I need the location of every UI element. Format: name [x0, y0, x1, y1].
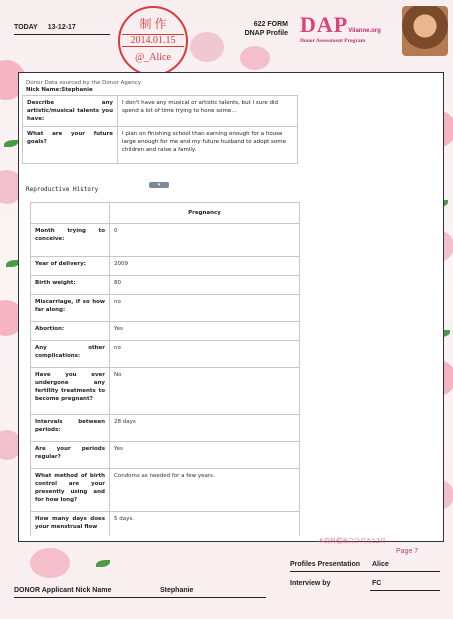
today-value: 13-12-17 [47, 24, 76, 31]
row-value: no [110, 295, 300, 322]
applicant-underline [14, 597, 266, 598]
interview-value: FC [372, 580, 382, 587]
table-row [31, 276, 300, 295]
empty-header [31, 203, 110, 224]
form-title [232, 20, 288, 38]
leaf-decoration [96, 560, 110, 567]
table-row [31, 368, 300, 415]
table-row [31, 442, 300, 469]
profiles-presentation-label: Profiles Presentation [290, 561, 361, 568]
row-value: Condoms as needed for a few years. [110, 469, 300, 512]
table-row [31, 322, 300, 341]
row-value: Yes [110, 322, 300, 341]
row-label: Abortion: [31, 322, 110, 341]
row-value: 80 [110, 276, 300, 295]
flower-decoration [30, 548, 70, 578]
form-number: 622 FORM [253, 21, 288, 28]
question-answer: I plan on finishing school than earning enough for a house large enough for me and my future husband to adopt some children and raise a family. [118, 127, 298, 164]
reproductive-history-title: Reproductive History [26, 186, 99, 193]
table-row [23, 96, 298, 127]
pregnancy-header: Pregnancy [110, 203, 300, 224]
flower-decoration [190, 32, 224, 62]
sourced-line: Donor Data sourced by the Donor Agency [26, 80, 141, 86]
expand-toggle[interactable]: ▾ [149, 182, 169, 188]
reproductive-table [30, 202, 300, 536]
row-label: Have you ever undergone any fertility treatments to become pregnant? [31, 368, 110, 415]
row-value: 2009 [110, 257, 300, 276]
stamp-line1: 制 作 [139, 17, 167, 31]
row-value: No [110, 368, 300, 415]
row-value: no [110, 341, 300, 368]
row-label: How many days does your menstrual flow [31, 512, 110, 537]
table-row [31, 257, 300, 276]
today-label: TODAY [14, 24, 38, 31]
stamp-date: 2014.01.15 [122, 34, 184, 47]
row-label: Birth weight: [31, 276, 110, 295]
question-label: What are your future goals? [23, 127, 118, 164]
interview-label: Interview by [290, 580, 331, 587]
question-label: Describe any artistic/musical talents you have: [23, 96, 118, 127]
stamp-author: @_Alice [135, 52, 171, 63]
row-value: 0 [110, 224, 300, 257]
table-row [23, 127, 298, 164]
table-row [31, 295, 300, 322]
interview-underline [370, 590, 440, 591]
presentation-underline [290, 571, 440, 572]
table-row [31, 512, 300, 537]
row-label: What method of birth control are your presently using and for how long? [31, 469, 110, 512]
page-number: Page 7 [396, 548, 419, 555]
row-value: 28 days [110, 415, 300, 442]
dap-logo [300, 12, 381, 38]
leaf-decoration [4, 140, 18, 147]
row-value: Yes [110, 442, 300, 469]
today-field [14, 24, 76, 31]
questions-table [22, 95, 298, 164]
row-label: Month trying to conceive: [31, 224, 110, 257]
table-row [31, 415, 300, 442]
row-label: Any other complications: [31, 341, 110, 368]
today-underline [14, 34, 110, 35]
table-row [31, 224, 300, 257]
form-name: DNAP Profile [244, 30, 288, 37]
model-photo [402, 6, 448, 56]
profiles-presentation-value: Alice [372, 561, 389, 568]
row-label: Are your periods regular? [31, 442, 110, 469]
logo-text: DAP [300, 12, 349, 37]
table-header-row [31, 203, 300, 224]
flower-decoration [240, 46, 270, 70]
row-label: Year of delivery: [31, 257, 110, 276]
logo-domain: Vilanne.org [348, 28, 381, 34]
logo-subtitle: Donor Assessment Program [300, 38, 366, 44]
applicant-value: Stephanie [160, 587, 194, 594]
production-stamp [118, 6, 188, 76]
nick-name-line: Nick Name:Stephanie [26, 87, 93, 93]
row-label: Miscarriage, if so how far along: [31, 295, 110, 322]
row-label: Intervals between periods: [31, 415, 110, 442]
profile-content[interactable] [20, 76, 302, 536]
row-value: 5 days. [110, 512, 300, 537]
applicant-label: DONOR Applicant Nick Name [14, 587, 112, 594]
page-count-note: 本資料檔案合計頁為12頁 [318, 538, 386, 545]
table-row [31, 341, 300, 368]
table-row [31, 469, 300, 512]
question-answer: I don't have any musical or artistic talents, but I sure did spend a lot of time trying to hone some... [118, 96, 298, 127]
